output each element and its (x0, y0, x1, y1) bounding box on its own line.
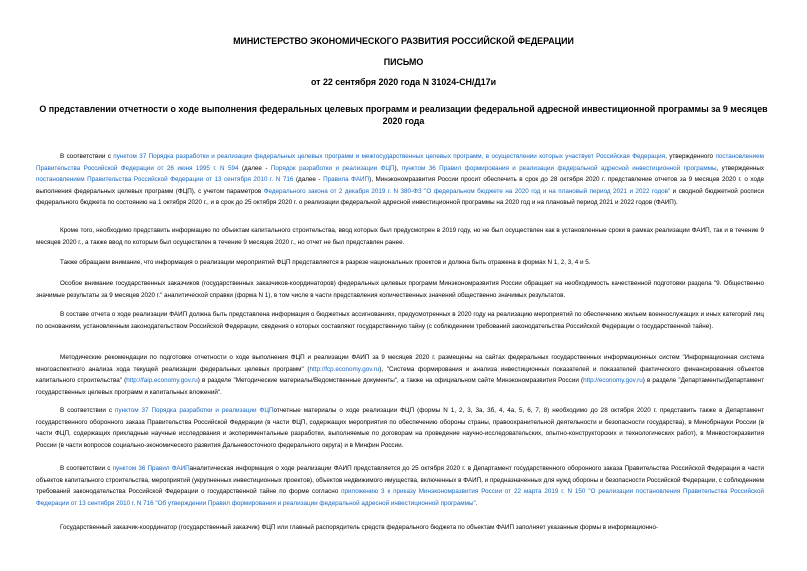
link-resolution-594[interactable]: постановлением Правительства Российской Федерации от 26 июня 1995 г. N 594 (36, 153, 764, 172)
text: Методические рекомендации по подготовке отчетности о ходе выполнения ФЦП и реализации ФАИП за 9 месяцев 2020 г. размещены на сайтах федеральных государственных информационных систем "Информационная система многоаспектного анализа хода текущей реализации федеральных целевых программ" ( (36, 354, 764, 373)
text: В соответствии с (60, 465, 113, 472)
link-rules-faip-item36-b[interactable]: пунктом 36 Правил ФАИП (112, 465, 190, 472)
link-fcp-site[interactable]: http://fcp.economy.gov.ru (309, 365, 380, 373)
text: ) в разделе "Методические материалы/Ведомственные документы", а также на официальном сайте Минэкономразвития России ( (197, 377, 584, 384)
text: ), (394, 164, 402, 172)
link-rules-faip-item36[interactable]: пунктом 36 Правил формирования и реализации федеральной адресной инвестиционной программы (401, 164, 717, 172)
link-procedure-fcp-item37[interactable]: пунктом 37 Порядка разработки и реализации ФЦП (115, 407, 274, 414)
link-federal-law-380[interactable]: Федерального закона от 2 декабря 2019 г. N 380-ФЗ "О федеральном бюджете на 2020 год и на плановый период 2021 и 2022 годов" (263, 187, 671, 195)
text: , утвержденного (665, 153, 716, 160)
text: и сводной бюджетной росписи федерального бюджета по состоянию на 1 октября 2020 г., и в срок до 25 октября 2020 г. о реализации федеральной адресной инвестиционной программы на 2020 год и на плановый период 2021 и 2022 годов (ФАИП). (36, 187, 764, 206)
paragraph-2: Кроме того, необходимо представить информацию по объектам капитального строительства, ввод которых был предусмотрен в 2019 году, но не был осуществлен как в установленные сроки в рамках реализации ФАИП, так и в течение 9 месяцев 2020 г., а также ввод по которым был осуществлен в течение 9 месяцев 2020 г., но отчет не был представлен ранее. (36, 227, 764, 246)
text: . (475, 499, 478, 507)
paragraph-5: В составе отчета о ходе реализации ФАИП должна быть представлена информация о бюджетных ассигнованиях, предусмотренных в 2020 году на реализацию мероприятий по обеспечению жильем военнослужащих и иных категорий лиц по основаниям, установленным законодательством Российской Федерации, сведения о которых составляют государственную тайну (с соблюдением требований законодательства Российской Федерации о государственной тайне). (36, 311, 764, 330)
link-faip-site[interactable]: http://faip.economy.gov.ru (126, 377, 198, 384)
text: (далее - (293, 176, 324, 183)
link-resolution-716[interactable]: постановлением Правительства Российской Федерации от 13 сентября 2010 г. N 716 (36, 176, 294, 183)
link-procedure-fcp[interactable]: пунктом 37 Порядка разработки и реализации федеральных целевых программ и межгосударственных целевых программ, в осуществлении которых участвует Российская Федерация (113, 153, 666, 160)
paragraph-1 (36, 151, 764, 209)
link-order-150-appendix3[interactable]: приложению 3 к приказу Минэкономразвития России от 22 марта 2019 г. N 150 "О реализации постановления Правительства Российской Федерации от 13 сентября 2010 г. N 716 "Об утверждении Правил формирования и реализации федеральной адресной инвестиционной программы" (36, 488, 764, 507)
ministry-heading: МИНИСТЕРСТВО ЭКОНОМИЧЕСКОГО РАЗВИТИЯ РОССИЙСКОЙ ФЕДЕРАЦИИ (233, 36, 574, 46)
document-title: О представлении отчетности о ходе выполнения федеральных целевых программ и реализации федеральной адресной инвестиционной программы за 9 месяцев 2020 года (39, 104, 768, 126)
text: отчетные материалы о ходе реализации ФЦП (формы N 1, 2, 3, 3а, 3б, 4, 4а, 5, 6, 7, 8) необходимо до 28 октября 2020 г. представить также в Департамент государственного оборонного заказа Правительства Российской Федерации (в части ФЦП, содержащих мероприятия по обеспечению обороны страны, правоохранительной деятельности и безопасности государства), в Минобрнауки России (в части ФЦП, содержащих прикладные научные исследования и экспериментальные разработки, выполняемые по договорам на проведение научно-исследовательских, опытно-конструкторских и технологических работ), в Минвостокразвития России (в части вопросов социально-экономического развития Дальневосточного федерального округа) и в Минфин России. (36, 407, 764, 449)
paragraph-6 (36, 352, 764, 398)
paragraph-9: Государственный заказчик-координатор (государственный заказчик) ФЦП или главный распорядитель средств федерального бюджета по объектам ФАИП заполняет указанные формы в информационно- (60, 524, 659, 531)
text: ) в разделе "Департаменты/Департамент государственных целевых программ и капитальных вложений". (36, 377, 764, 396)
paragraph-3: Также обращаем внимание, что информация о реализации мероприятий ФЦП представляется в разрезе национальных проектов и должна быть отражена в формах N 1, 2, 3, 4 и 5. (60, 259, 591, 266)
text: ), Минэкономразвития России просит обеспечить в срок до 28 октября 2020 г. представление отчетов за 9 месяцев 2020 г. о ходе выполнения федеральных целевых программ (ФЦП), с учетом параметров (36, 176, 765, 195)
text: В соответствии с (60, 407, 116, 414)
link-procedure-fcp-short[interactable]: Порядок разработки и реализации ФЦП (270, 164, 395, 172)
document-type: ПИСЬМО (383, 57, 424, 67)
text: В соответствии с (60, 153, 114, 160)
link-rules-faip[interactable]: Правила ФАИП (323, 176, 370, 183)
text: ), "Система формирования и анализа инвестиционных показателей и показателей фактического финансирования объектов капитального строительства" ( (36, 365, 764, 384)
paragraph-7 (36, 405, 764, 451)
paragraph-8 (36, 463, 764, 509)
text: , утвержденных (716, 164, 765, 172)
text: аналитическая информация о ходе реализации ФАИП представляется до 25 октября 2020 г. в Департамент государственного оборонного заказа Правительства Российской Федерации в части объектов капитального строительства, мероприятий (укрупненных инвестиционных проектов), объектов недвижимого имущества, включенных в ФАИП, и предназначенных для нужд обороны и безопасности Российской Федерации, с соблюдением требований законодательства Российской Федерации о государственной тайне по форме согласно (36, 465, 764, 495)
link-economy-site[interactable]: http://economy.gov.ru (583, 377, 643, 384)
paragraph-4: Особое внимание государственных заказчиков (государственных заказчиков-координаторов) федеральных целевых программ Минэкономразвития России обращает на необходимость качественной подготовки раздела "9. Общественно значимые результаты за 9 месяцев 2020 г." аналитической справки (форма N 1), в том числе в части представления количественных значений общественно значимых результатов. (36, 280, 764, 299)
text: (далее - (238, 164, 271, 172)
document-date-number: от 22 сентября 2020 года N 31024-СН/Д17и (310, 77, 497, 87)
